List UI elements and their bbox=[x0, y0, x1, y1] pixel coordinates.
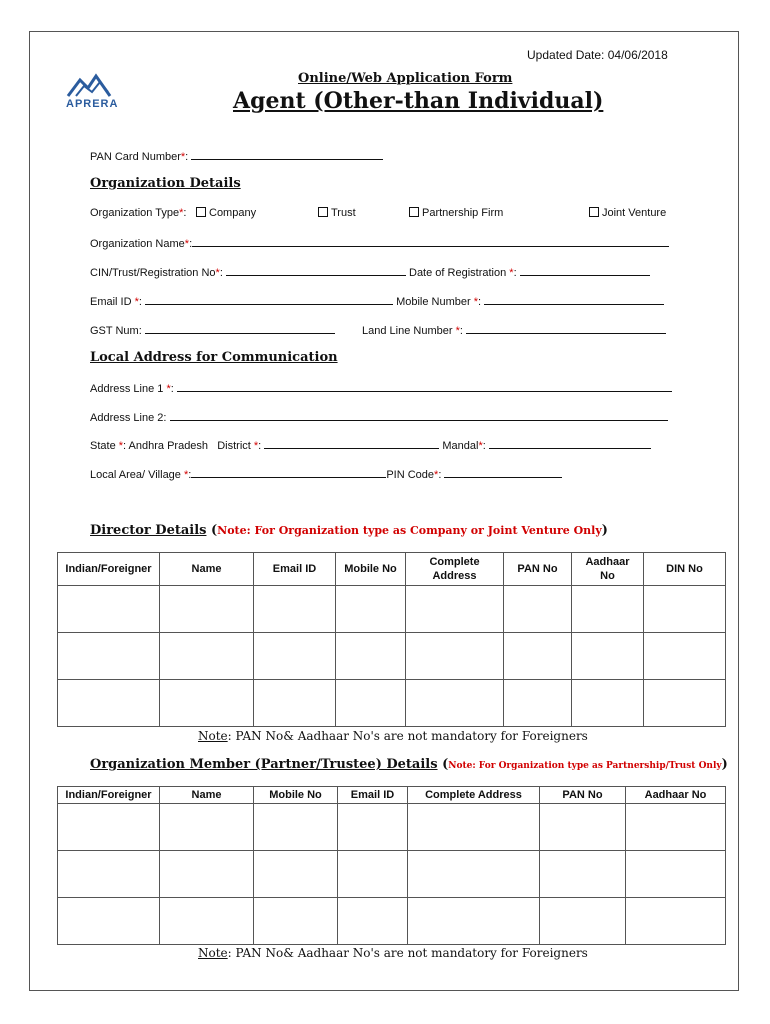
table-row[interactable] bbox=[58, 633, 726, 680]
org-section-title: Organization Details bbox=[90, 176, 241, 191]
director-footnote: Note: PAN No& Aadhaar No's are not mandatory for Foreigners bbox=[198, 729, 588, 743]
checkbox-icon[interactable] bbox=[409, 207, 419, 217]
address-line2-input-line[interactable] bbox=[170, 409, 668, 421]
updated-date: Updated Date: 04/06/2018 bbox=[527, 48, 668, 62]
org-name-field[interactable]: Organization Name*: bbox=[90, 235, 669, 250]
required-mark: * bbox=[180, 151, 186, 163]
state-district-mandal-row[interactable]: State *: Andhra Pradesh District *: Mandal*: bbox=[90, 437, 651, 452]
landline-field[interactable]: Land Line Number *: bbox=[362, 322, 666, 337]
district-input-line[interactable] bbox=[264, 437, 439, 449]
member-section-title: Organization Member (Partner/Trustee) Details (Note: For Organization type as Partnership/Trust Only) bbox=[90, 757, 728, 772]
checkbox-icon[interactable] bbox=[589, 207, 599, 217]
pin-input-line[interactable] bbox=[444, 466, 562, 478]
page-title: Agent (Other-than Individual) bbox=[233, 88, 604, 114]
org-type-row: Organization Type*: bbox=[90, 207, 187, 219]
member-note: Note: For Organization type as Partnership/Trust Only bbox=[448, 761, 722, 771]
form-type: Online/Web Application Form bbox=[298, 71, 513, 86]
gst-field[interactable]: GST Num: bbox=[90, 322, 335, 337]
table-row[interactable] bbox=[58, 898, 726, 945]
option-trust[interactable]: Trust bbox=[318, 207, 356, 219]
org-name-input-line[interactable] bbox=[192, 235, 669, 247]
gst-input-line[interactable] bbox=[145, 322, 335, 334]
table-row[interactable] bbox=[58, 851, 726, 898]
director-note: Note: For Organization type as Company or Joint Venture Only bbox=[217, 524, 602, 537]
email-mobile-row[interactable]: Email ID *: Mobile Number *: bbox=[90, 293, 664, 308]
mandal-input-line[interactable] bbox=[489, 437, 651, 449]
email-input-line[interactable] bbox=[145, 293, 393, 305]
address-line2-field[interactable]: Address Line 2: bbox=[90, 409, 668, 424]
org-type-label: Organization Type bbox=[90, 207, 180, 219]
table-header-row: Indian/Foreigner Name Mobile No Email ID Complete Address PAN No Aadhaar No bbox=[58, 787, 726, 804]
logo-mountain-icon bbox=[64, 70, 120, 100]
checkbox-icon[interactable] bbox=[196, 207, 206, 217]
member-table bbox=[57, 786, 726, 945]
logo-text: APRERA bbox=[66, 98, 119, 110]
option-partnership[interactable]: Partnership Firm bbox=[409, 207, 503, 219]
director-table bbox=[57, 552, 726, 727]
option-company[interactable]: Company bbox=[196, 207, 256, 219]
pan-label: PAN Card Number bbox=[90, 151, 181, 163]
village-input-line[interactable] bbox=[191, 466, 386, 478]
state-value: Andhra Pradesh bbox=[128, 440, 209, 452]
director-section-title: Director Details (Note: For Organization type as Company or Joint Venture Only) bbox=[90, 523, 608, 538]
cin-input-line[interactable] bbox=[226, 264, 406, 276]
cin-field[interactable]: CIN/Trust/Registration No*: Date of Registration *: bbox=[90, 264, 650, 279]
table-header-row: Indian/Foreigner Name Email ID Mobile No Complete Address PAN No Aadhaar No DIN No bbox=[58, 553, 726, 586]
mobile-input-line[interactable] bbox=[484, 293, 664, 305]
table-row[interactable] bbox=[58, 680, 726, 727]
address-line1-field[interactable]: Address Line 1 *: bbox=[90, 380, 672, 395]
colon: : bbox=[185, 151, 189, 163]
address-line1-input-line[interactable] bbox=[177, 380, 672, 392]
reg-date-input-line[interactable] bbox=[520, 264, 650, 276]
table-row[interactable] bbox=[58, 804, 726, 851]
village-pin-row[interactable]: Local Area/ Village *: PIN Code*: bbox=[90, 466, 562, 481]
pan-field[interactable] bbox=[90, 148, 383, 163]
member-footnote: Note: PAN No& Aadhaar No's are not mandatory for Foreigners bbox=[198, 946, 588, 960]
checkbox-icon[interactable] bbox=[318, 207, 328, 217]
address-section-title: Local Address for Communication bbox=[90, 350, 338, 365]
aprera-logo bbox=[64, 70, 120, 112]
pan-input-line[interactable] bbox=[191, 148, 383, 160]
option-joint-venture[interactable]: Joint Venture bbox=[589, 207, 666, 219]
table-row[interactable] bbox=[58, 586, 726, 633]
landline-input-line[interactable] bbox=[466, 322, 666, 334]
